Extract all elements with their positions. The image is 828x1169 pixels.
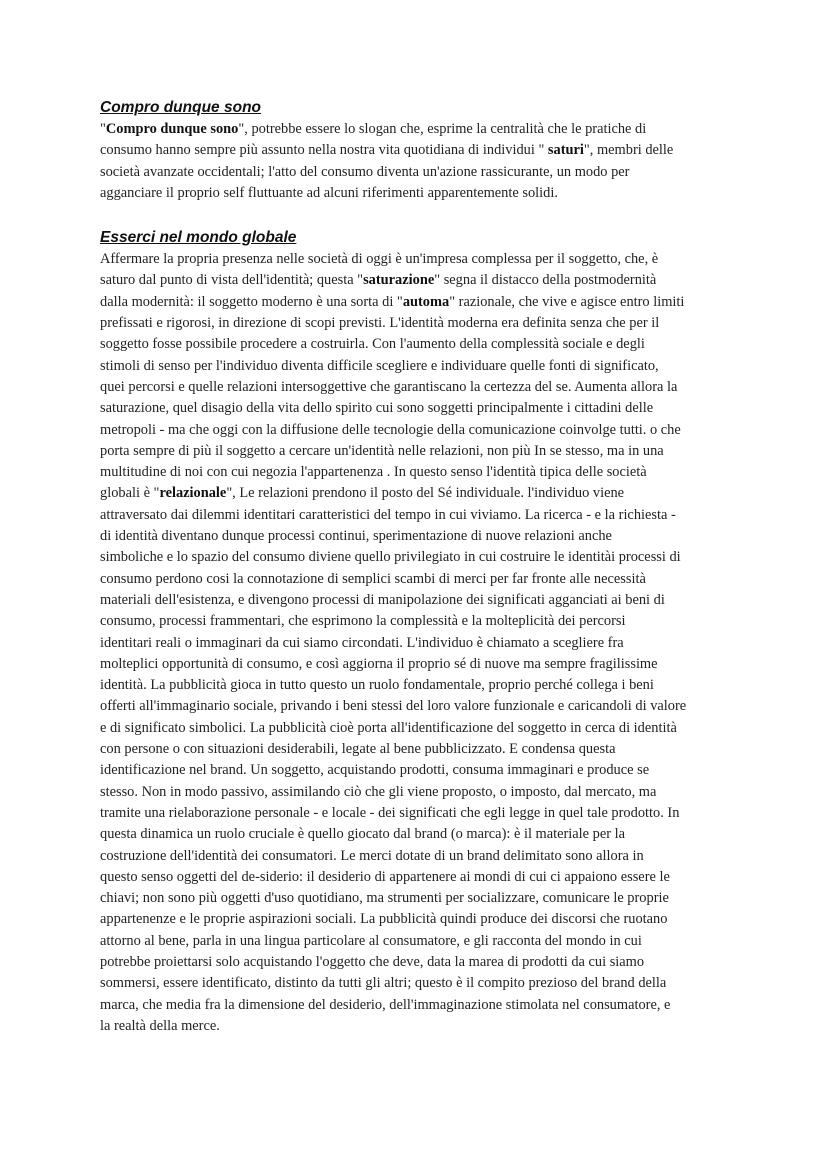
text-run: " segna il distacco della postmodernità	[434, 272, 657, 289]
text-line	[100, 741, 615, 757]
text-run: la realtà della merce.	[100, 1017, 220, 1034]
text-run: attorno al bene, parla in una lingua particolare al consumatore, e gli racconta del mondo in cui	[100, 932, 642, 949]
text-run: prefissati e rigorosi, in direzione di scopi previsti. L'identità moderna era definita senza che per il	[100, 315, 660, 332]
bold-term: saturazione	[363, 272, 435, 289]
text-run: " razionale, che vive e agisce entro limiti	[449, 293, 685, 310]
text-line	[100, 400, 653, 416]
text-run: identitari reali o immaginari da cui siamo circondati. L'individuo è chiamato a scegliere fra	[100, 634, 624, 651]
text-line	[100, 358, 659, 374]
text-run: identificazione nel brand. Un soggetto, acquistando prodotti, consuma immaginari e produce se	[100, 762, 650, 779]
text-line	[100, 592, 665, 608]
text-line	[100, 185, 558, 201]
text-run: attraversato dai dilemmi identitari caratteristici del tempo in cui viviamo. La ricerca - e la richiesta -	[100, 506, 676, 523]
text-line	[100, 164, 629, 180]
text-run: sommersi, essere identificato, distinto da tutti gli altri; questo è il compito prezioso del brand della	[100, 975, 667, 992]
bold-term: Compro dunque sono	[105, 121, 239, 137]
bold-term: saturi	[547, 142, 584, 159]
text-run: ", membri delle	[583, 142, 674, 159]
text-run: marca, che media fra la dimensione del desiderio, dell'immaginazione stimolata nel consumatore, e	[100, 996, 671, 1013]
bold-term: automa	[402, 293, 450, 310]
text-run: ", Le relazioni prendono il posto del Sé individuale. l'individuo viene	[226, 485, 625, 502]
text-run: Affermare la propria presenza nelle società di oggi è un'impresa complessa per il soggetto, che, è	[100, 251, 659, 268]
text-run: tramite una rielaborazione personale - e locale - dei significati che egli legge in quel tale prodotto. In	[100, 804, 680, 821]
text-line	[100, 933, 642, 949]
text-line	[100, 142, 673, 158]
text-run: con persone o con situazioni desiderabili, legate al bene pubblicizzato. E condensa questa	[100, 741, 616, 758]
text-run: ", potrebbe essere lo slogan che, esprime la centralità che le pratiche di	[238, 121, 647, 137]
text-line	[100, 379, 677, 395]
text-run: metropoli - ma che oggi con la diffusione delle tecnologie della comunicazione coinvolge tutti. o che	[100, 421, 681, 438]
text-run: chiavi; non sono più oggetti d'uso quotidiano, ma strumenti per socializzare, comunicare le proprie	[100, 890, 669, 907]
text-run: soggetto fosse possibile procedere a costruirla. Con l'aumento della complessità sociale e degli	[100, 336, 645, 353]
text-line	[100, 549, 681, 565]
text-run: società avanzate occidentali; l'atto del consumo diventa un'azione rassicurante, un modo per	[100, 163, 630, 180]
text-run: potrebbe proiettarsi solo acquistando l'oggetto che deve, data la marea di prodotti da cui siamo	[100, 953, 645, 970]
text-line	[100, 890, 669, 906]
section-heading: Esserci nel mondo globale	[100, 229, 297, 247]
text-line	[100, 656, 658, 672]
text-run: costruzione dell'identità dei consumatori. Le merci dotate di un brand delimitato sono allora in	[100, 847, 644, 864]
bold-term: relazionale	[159, 485, 227, 502]
text-line	[100, 336, 645, 352]
text-line	[100, 848, 644, 864]
text-run: offerti all'immaginario sociale, privando i beni stessi del loro valore funzionale e caricandoli di valore	[100, 698, 687, 715]
text-line	[100, 635, 624, 651]
section-esserci-nel-mondo-globale	[100, 228, 740, 1037]
text-run: materiali dell'esistenza, e divengono processi di manipolazione dei significati agganciati ai beni di	[100, 591, 665, 608]
text-run: quei percorsi e quelle relazioni intersoggettive che garantiscano la certezza del se. Aumenta allora la	[100, 378, 678, 395]
text-line	[100, 528, 612, 544]
text-line	[100, 1018, 220, 1034]
text-line	[100, 805, 679, 821]
section-paragraph	[100, 119, 740, 204]
text-line	[100, 869, 670, 885]
text-line	[100, 677, 654, 693]
text-line	[100, 251, 658, 267]
text-run: molteplici opportunità di consumo, e così aggiorna il proprio sé di nuove ma sempre fragilissime	[100, 655, 658, 672]
text-line	[100, 975, 666, 991]
text-run: consumo, processi frammentari, che esprimono la complessità e la molteplicità dei percorsi	[100, 613, 626, 630]
section-compro-dunque-sono	[100, 98, 740, 204]
section-paragraph	[100, 249, 740, 1037]
text-line	[100, 507, 676, 523]
text-run: globali è "	[100, 485, 160, 502]
text-run: saturazione, quel disagio della vita dello spirito cui sono soggetti principalmente i cittadini delle	[100, 400, 654, 417]
text-line	[100, 422, 681, 438]
text-line	[100, 294, 684, 310]
text-line	[100, 613, 626, 629]
text-line	[100, 720, 677, 736]
text-run: identità. La pubblicità gioca in tutto questo un ruolo fondamentale, proprio perché collega i beni	[100, 677, 654, 694]
text-run: simboliche e lo spazio del consumo diviene quello privilegiato in cui costruire le identitài processi di	[100, 549, 681, 566]
text-line	[100, 485, 624, 501]
text-run: consumo hanno sempre più assunto nella nostra vita quotidiana di individui "	[100, 142, 548, 159]
text-line	[100, 121, 646, 137]
text-line	[100, 315, 659, 331]
text-line	[100, 571, 646, 587]
text-line	[100, 272, 656, 288]
text-line	[100, 954, 644, 970]
text-run: porta sempre di più il soggetto a cercare un'identità nelle relazioni, non più In se stesso, ma in una	[100, 442, 664, 459]
text-line	[100, 784, 656, 800]
text-line	[100, 997, 670, 1013]
text-run: questo senso oggetti del de-siderio: il desiderio di appartenere ai mondi di cui ci appaiono essere le	[100, 868, 670, 885]
text-line	[100, 911, 667, 927]
text-run: questa dinamica un ruolo cruciale è quello giocato dal brand (o marca): è il materiale per la	[100, 826, 626, 843]
document-page	[100, 98, 740, 1037]
text-run: dalla modernità: il soggetto moderno è una sorta di "	[100, 293, 403, 310]
text-run: di identità diventano dunque processi continui, sperimentazione di nuove relazioni anche	[100, 528, 612, 545]
text-run: e di significato simbolici. La pubblicità cioè porta all'identificazione del soggetto in cerca di identità	[100, 719, 677, 736]
text-run: saturo dal punto di vista dell'identità; questa "	[100, 272, 364, 289]
text-run: "	[100, 121, 106, 137]
section-heading: Compro dunque sono	[100, 99, 262, 116]
text-run: agganciare il proprio self fluttuante ad alcuni riferimenti apparentemente solidi.	[100, 184, 558, 201]
text-run: appartenenze e le proprie aspirazioni sociali. La pubblicità quindi produce dei discorsi che ruotano	[100, 911, 668, 928]
text-line	[100, 698, 686, 714]
text-line	[100, 464, 647, 480]
text-line	[100, 443, 664, 459]
text-run: stimoli di senso per l'individuo diventa difficile scegliere e individuare quelle fonti di significato,	[100, 357, 659, 374]
text-run: multitudine di noi con cui negozia l'appartenenza . In questo senso l'identità tipica delle società	[100, 464, 647, 481]
text-run: stesso. Non in modo passivo, assimilando ciò che gli viene proposto, o imposto, dal mercato, ma	[100, 783, 657, 800]
text-run: consumo perdono cosi la connotazione di semplici scambi di merci per far fronte alle necessità	[100, 570, 646, 587]
text-line	[100, 762, 649, 778]
text-line	[100, 826, 625, 842]
